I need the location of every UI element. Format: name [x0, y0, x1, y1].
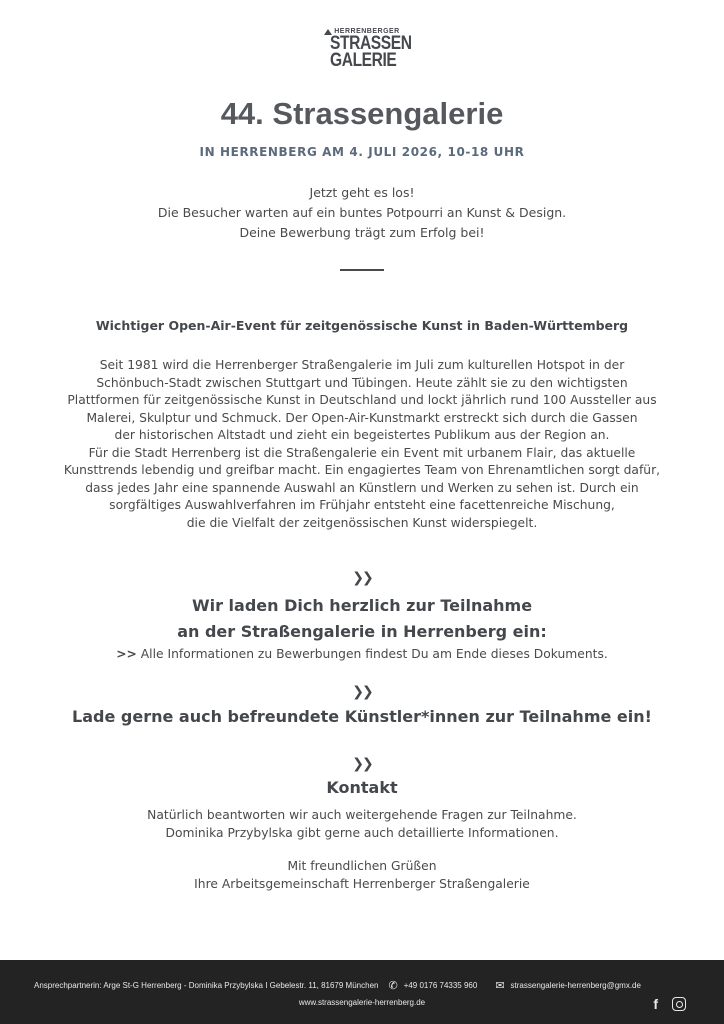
paragraph-line: Seit 1981 wird die Herrenberger Straßengalerie im Juli zum kulturellen Hotspot in der: [99, 358, 625, 372]
contact-line: Natürlich beantworten wir auch weitergehende Fragen zur Teilnahme.: [147, 808, 577, 822]
invite-line: Wir laden Dich herzlich zur Teilnahme: [191, 596, 533, 615]
paragraph-line: Schönbuch-Stadt zwischen Stuttgart und Tübingen. Heute zählt sie zu den wichtigsten: [96, 375, 628, 390]
logo-line2: GALERIE: [330, 50, 397, 71]
phone-icon: ✆: [388, 980, 398, 992]
arrow-marker: >>: [116, 647, 137, 661]
friends-heading: Lade gerne auch befreundete Künstler*innen zur Teilnahme ein!: [72, 707, 652, 726]
invite-heading: [0, 593, 724, 645]
closing-line: Ihre Arbeitsgemeinschaft Herrenberger Straßengalerie: [194, 877, 530, 891]
contact-text: [0, 806, 724, 842]
contact-heading: Kontakt: [326, 778, 398, 797]
closing-line: Mit freundlichen Grüßen: [287, 859, 437, 873]
facebook-icon[interactable]: f: [653, 996, 658, 1012]
footer-phone: +49 0176 74335 960: [403, 981, 478, 990]
subtitle: IN HERRENBERG AM 4. JULI 2026, 10-18 UHR: [199, 145, 525, 159]
logo-top: HERRENBERGER: [334, 28, 400, 35]
intro-line: Die Besucher warten auf ein buntes Potpourri an Kunst & Design.: [157, 205, 567, 220]
instagram-icon[interactable]: [672, 997, 686, 1011]
invite-info: [0, 645, 724, 663]
paragraph-line: der historischen Altstadt und zieht ein begeistertes Publikum aus der Region an.: [114, 428, 610, 442]
chevron-icon: ❯❯: [352, 684, 372, 700]
chevron-icon: ❯❯: [352, 756, 372, 772]
contact-line: Dominika Przybylska gibt gerne auch detaillierte Informationen.: [165, 826, 559, 840]
paragraph-line: Kunsttrends lebendig und greifbar macht. Ein engagiertes Team von Ehrenamtlichen sorgt dafür,: [63, 463, 661, 477]
intro-line: Deine Bewerbung trägt zum Erfolg bei!: [239, 225, 485, 240]
footer-contact: Ansprechpartnerin: Arge St-G Herrenberg - Dominika Przybylska I Gebelestr. 11, 81679 München: [34, 981, 379, 990]
paragraph-line: Für die Stadt Herrenberg ist die Straßengalerie ein Event mit urbanem Flair, das aktuelle: [88, 445, 636, 460]
section-heading: Wichtiger Open-Air-Event für zeitgenössische Kunst in Baden-Württemberg: [95, 318, 629, 333]
paragraph-line: dass jedes Jahr eine spannende Auswahl an Künstlern und Werken zu sehen ist. Durch ein: [85, 480, 639, 495]
paragraph-line: Plattformen für zeitgenössische Kunst in Deutschland und lockt jährlich rund 100 Aussteller aus: [67, 393, 657, 407]
footer-email-link[interactable]: strassengalerie-herrenberg@gmx.de: [510, 981, 641, 990]
body-paragraph: [0, 357, 724, 532]
logo: [323, 28, 412, 71]
mail-icon: ✉: [495, 980, 505, 992]
intro-line: Jetzt geht es los!: [309, 185, 415, 200]
divider: [340, 269, 384, 271]
paragraph-line: Malerei, Skulptur und Schmuck. Der Open-Air-Kunstmarkt erstreckt sich durch die Gassen: [86, 410, 638, 425]
closing: [0, 857, 724, 893]
intro: [0, 183, 724, 243]
page-title: 44. Strassengalerie: [220, 96, 504, 131]
chevron-icon: ❯❯: [352, 570, 372, 586]
paragraph-line: die die Vielfalt der zeitgenössischen Kunst widerspiegelt.: [186, 515, 538, 530]
logo-line1: STRASSEN: [330, 33, 412, 54]
footer-website-link[interactable]: www.strassengalerie-herrenberg.de: [298, 998, 426, 1007]
invite-info-text: Alle Informationen zu Bewerbungen findest Du am Ende dieses Dokuments.: [136, 647, 608, 661]
invite-line: an der Straßengalerie in Herrenberg ein:: [177, 622, 547, 641]
footer: [0, 960, 724, 1024]
paragraph-line: sorgfältiges Auswahlverfahren im Frühjahr entsteht eine facettenreiche Mischung,: [109, 498, 615, 512]
